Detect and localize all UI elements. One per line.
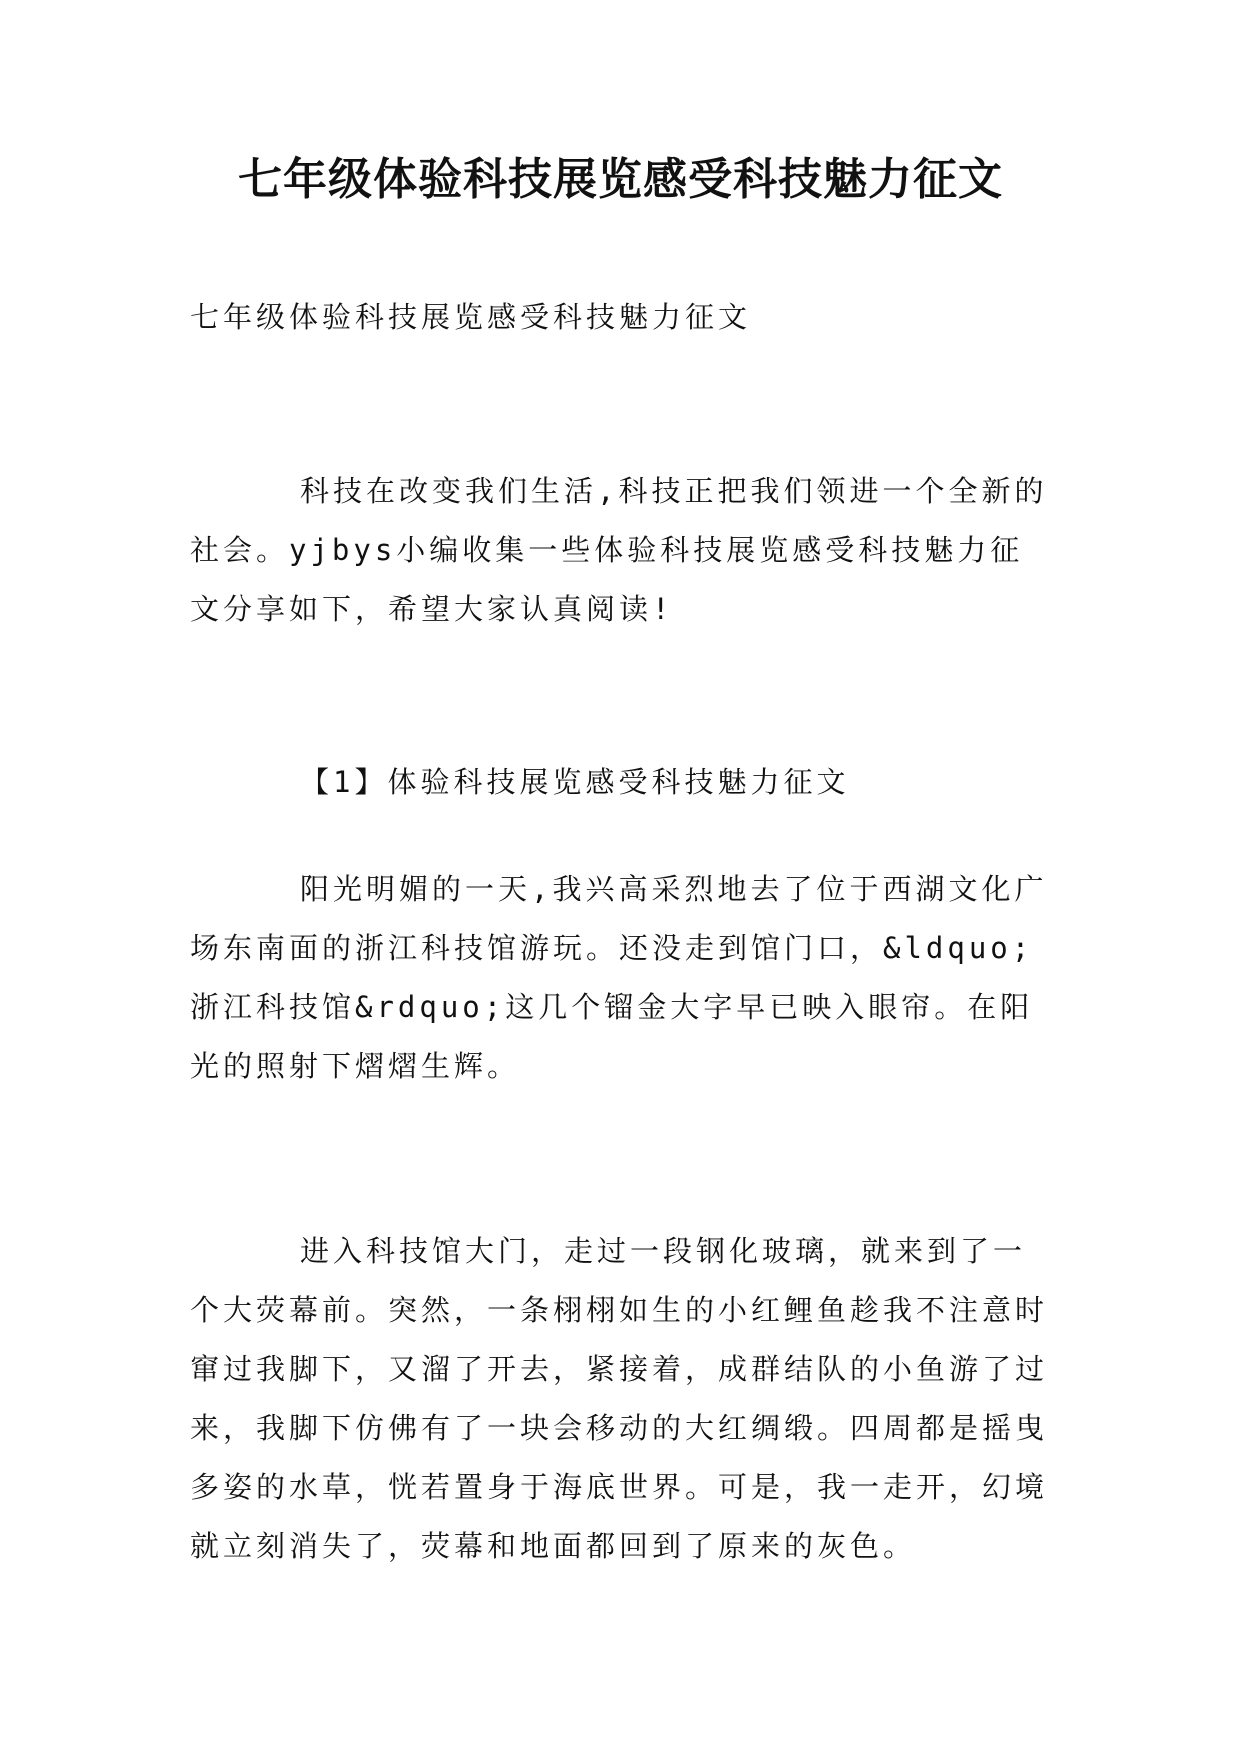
section-heading: 【1】体验科技展览感受科技魅力征文 [300,765,850,799]
intro-paragraph: 科技在改变我们生活,科技正把我们领进一个全新的社会。yjbys小编收集一些体验科技展览感受科技魅力征文分享如下，希望大家认真阅读! [190,474,1048,626]
body-paragraph-1: 阳光明媚的一天,我兴高采烈地去了位于西湖文化广场东南面的浙江科技馆游玩。还没走到馆门口，&ldquo;浙江科技馆&rdquo;这几个镏金大字早已映入眼帘。在阳光的照射下熠熠生辉。 [190,872,1048,1083]
body-paragraph-2: 进入科技馆大门，走过一段钢化玻璃，就来到了一个大荧幕前。突然，一条栩栩如生的小红鲤鱼趁我不注意时窜过我脚下，又溜了开去，紧接着，成群结队的小鱼游了过来，我脚下仿佛有了一块会移动的大红绸缎。四周都是摇曳多姿的水草，恍若置身于海底世界。可是，我一走开，幻境就立刻消失了，荧幕和地面都回到了原来的灰色。 [190,1234,1049,1563]
document-title: 七年级体验科技展览感受科技魅力征文 [238,154,1003,205]
document-subtitle: 七年级体验科技展览感受科技魅力征文 [190,300,752,334]
